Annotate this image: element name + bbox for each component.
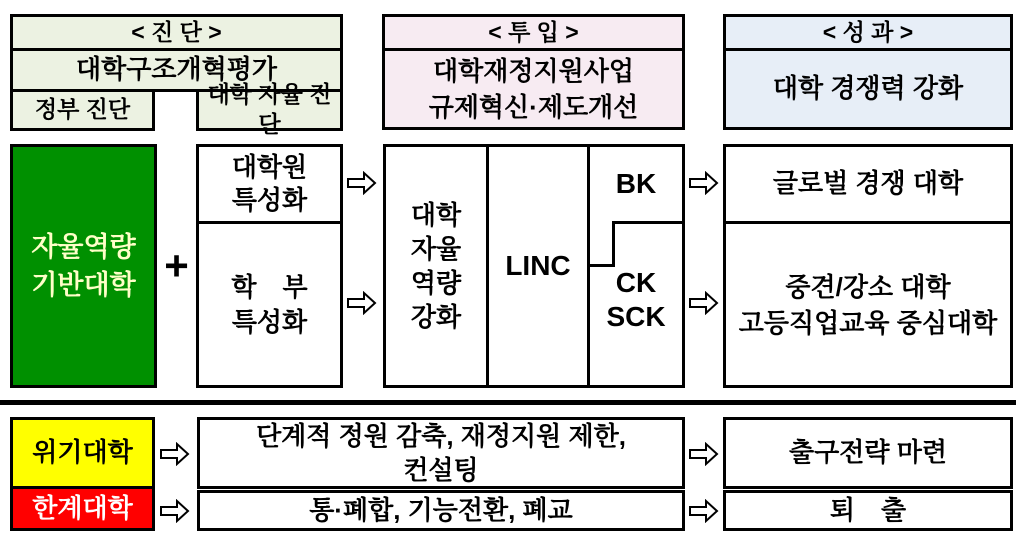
input-title: < 투 입 > xyxy=(385,17,682,51)
arrow-right-icon xyxy=(347,171,377,195)
arrow-right-icon xyxy=(689,499,719,523)
arrow-right-icon xyxy=(160,442,190,466)
crisis-university-label: 위기대학 xyxy=(32,437,133,468)
diagnosis-title: < 진 단 > xyxy=(13,17,340,51)
main-outcomes-box xyxy=(723,144,1013,388)
arrow-right-icon xyxy=(689,442,719,466)
exit-strategy-label: 출구전략 마련 xyxy=(789,437,947,468)
diagnosis-main-label: 대학구조개혁평가 xyxy=(76,54,277,85)
sck-label: SCK xyxy=(606,301,666,332)
arrow-right-icon xyxy=(689,291,719,315)
capability-line2: 자율 xyxy=(410,234,462,264)
outcome-header-box xyxy=(723,14,1013,130)
grad-specialization-cell xyxy=(199,147,340,224)
marginal-university-box xyxy=(10,486,155,531)
univ-self-diagnosis-label: 대학 자율 진단 xyxy=(207,81,332,137)
mid-university-line2: 고등직업교육 중심대학 xyxy=(738,307,998,338)
autonomy-line1: 자율역량 xyxy=(31,232,136,262)
marginal-action-box xyxy=(197,490,685,531)
crisis-action-line2: 컨설팅 xyxy=(403,455,479,485)
crisis-university-box xyxy=(10,417,155,489)
grad-line1: 대학원 xyxy=(231,152,308,182)
programs-box xyxy=(383,144,685,388)
capability-line4: 강화 xyxy=(410,302,462,332)
gov-diagnosis-label: 정부 진단 xyxy=(34,96,131,123)
input-header-box xyxy=(382,14,685,130)
arrow-right-icon xyxy=(689,171,719,195)
capability-line1: 대학 xyxy=(410,200,462,230)
bk-cell: BK xyxy=(615,167,657,199)
undergrad-line1: 학 부 xyxy=(231,271,308,302)
exit-strategy-box xyxy=(723,417,1013,489)
global-university-cell: 글로벌 경쟁 대학 xyxy=(726,147,1010,224)
marginal-action-label: 통·폐합, 기능전환, 폐교 xyxy=(309,494,573,525)
specialization-box xyxy=(196,144,343,388)
grad-line2: 특성화 xyxy=(231,185,308,215)
arrow-right-icon xyxy=(347,291,377,315)
input-line2: 규제혁신·제도개선 xyxy=(428,92,639,122)
arrow-right-icon xyxy=(160,499,190,523)
crisis-action-line1: 단계적 정원 감축, 재정지원 제한, xyxy=(256,421,626,451)
outcome-main-label: 대학 경쟁력 강화 xyxy=(772,73,964,104)
ck-sck-cell xyxy=(590,260,682,340)
ck-label: CK xyxy=(615,267,657,298)
capability-line3: 역량 xyxy=(410,268,462,298)
linc-cell: LINC xyxy=(505,249,571,281)
withdrawal-box xyxy=(723,490,1013,531)
input-line1: 대학재정지원사업 xyxy=(433,56,634,86)
undergrad-line2: 특성화 xyxy=(231,306,308,337)
crisis-action-box xyxy=(197,417,685,489)
mid-university-line1: 중견/강소 대학 xyxy=(785,271,951,302)
section-divider xyxy=(0,400,1016,405)
undergrad-specialization-cell xyxy=(199,224,340,385)
marginal-university-label: 한계대학 xyxy=(32,492,133,523)
withdrawal-label: 퇴 출 xyxy=(829,494,907,525)
mid-university-cell xyxy=(726,224,1010,385)
plus-icon: + xyxy=(164,242,189,289)
capability-column xyxy=(386,147,486,385)
autonomy-university-box xyxy=(10,144,157,388)
gov-diagnosis-box xyxy=(10,89,155,131)
bk-ck-step-line-top xyxy=(612,221,682,224)
autonomy-line2: 기반대학 xyxy=(31,270,136,300)
univ-self-diagnosis-box xyxy=(196,81,343,137)
outcome-title: < 성 과 > xyxy=(726,17,1010,51)
